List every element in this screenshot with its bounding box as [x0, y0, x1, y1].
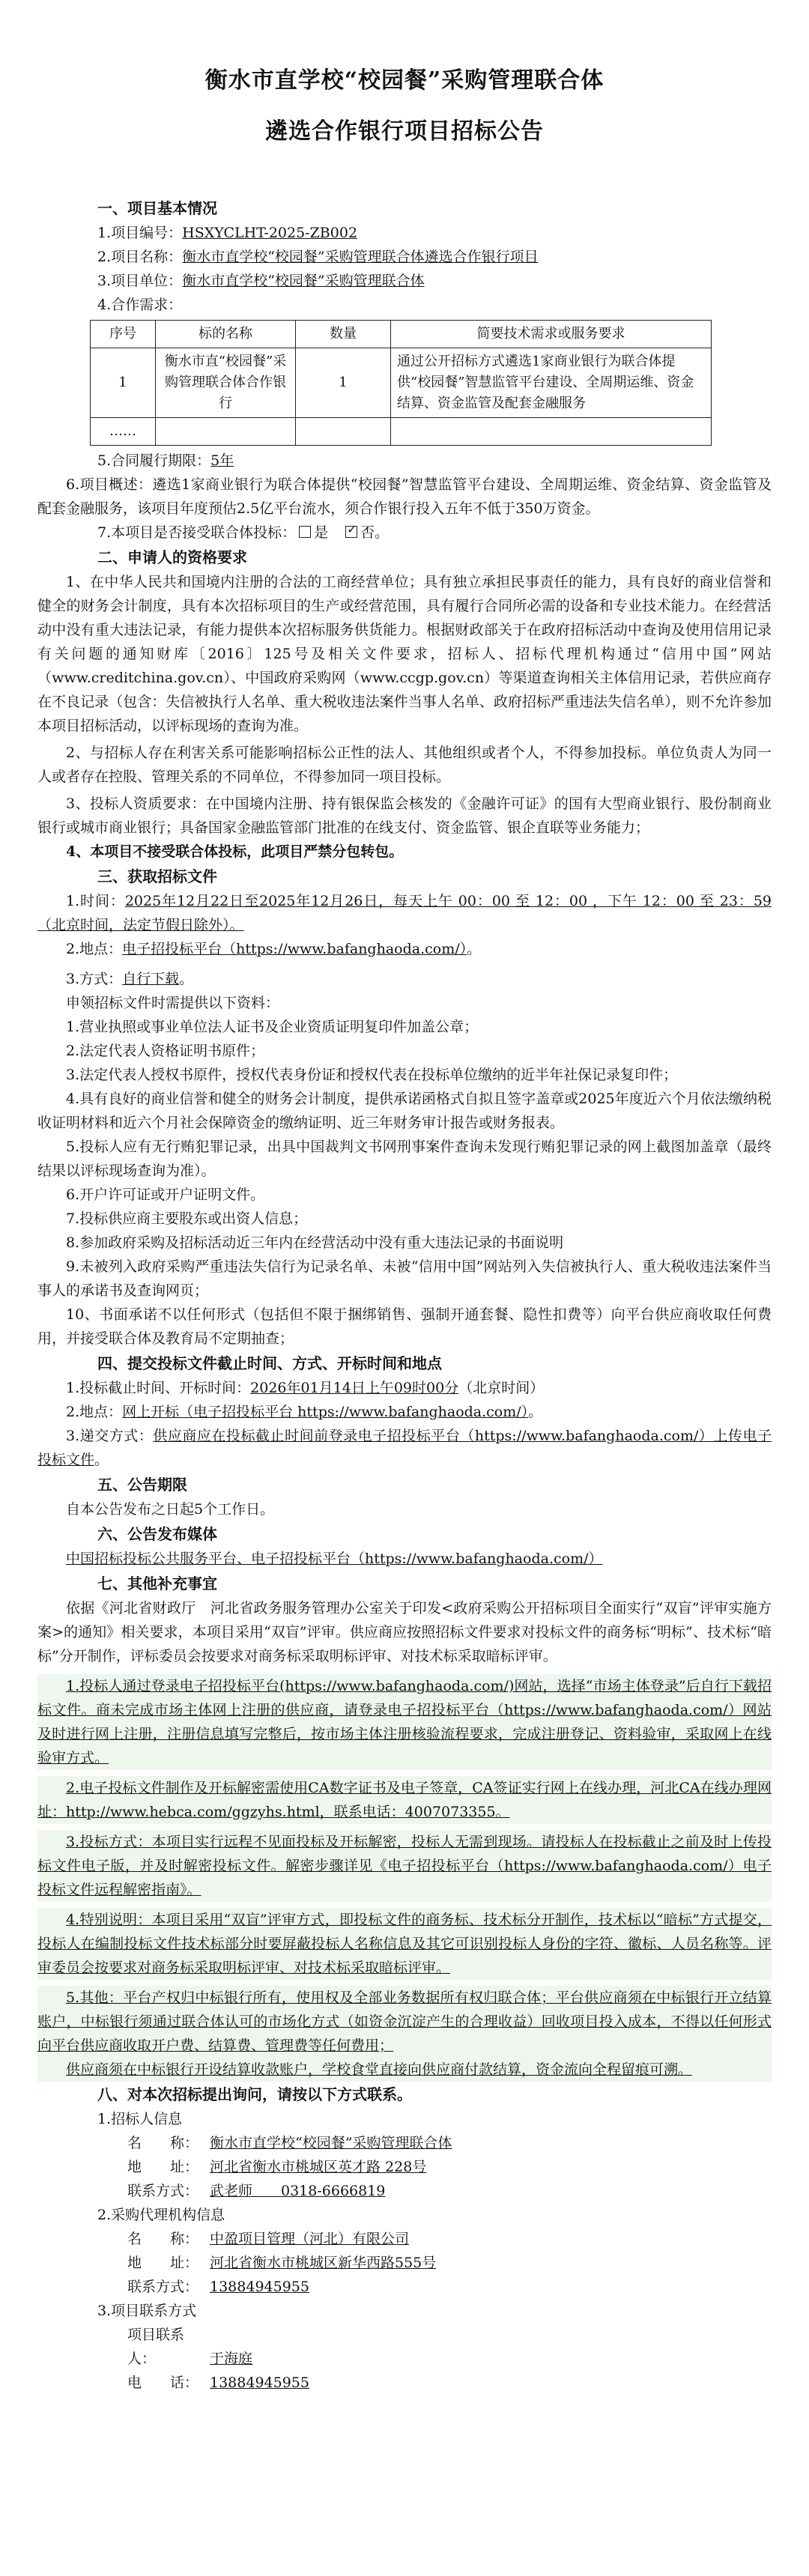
publication-media: 中国招标投标公共服务平台、电子招投标平台（https://www.bafanghaoda.com/）: [66, 1551, 603, 1567]
project-contact-person: 项目联系人： 于海庭: [127, 2327, 253, 2367]
table-header-row: 序号 标的名称 数量 简要技术需求或服务要求: [91, 321, 712, 348]
agency-name: 名 称： 中盈项目管理（河北）有限公司: [127, 2231, 410, 2247]
section-5-heading: 五、公告期限: [97, 1476, 187, 1494]
tenderer-name: 名 称： 衡水市直学校“校园餐”采购管理联合体: [127, 2135, 452, 2151]
submission-method: 3.递交方式：供应商应在投标截止时间前登录电子招投标平台（https://www.bafanghaoda.com/）上传电子投标文件。: [37, 1428, 772, 1468]
table-row: ……: [91, 418, 712, 446]
section-1-heading: 一、项目基本情况: [97, 199, 217, 217]
list-item: 3.法定代表人授权书原件，授权代表身份证和授权代表在投标单位缴纳的近半年社保记录复印件；: [66, 1067, 678, 1083]
list-item: 10、书面承诺不以任何形式（包括但不限于捆绑销售、强制开通套餐、隐性扣费等）向平台供应商收取任何费用，并接受联合体及教育局不定期抽查；: [37, 1306, 772, 1347]
section-4-heading: 四、提交投标文件截止时间、方式、开标时间和地点: [97, 1354, 442, 1372]
supplement-3: 3.投标方式：本项目实行远程不见面投标及开标解密，投标人无需到现场。请投标人在投标截止之前及时上传投标文件电子版，并及时解密投标文件。解密步骤详见《电子招投标平台（https://www.bafanghaoda.com/）电子投标文件远程解密指南》。: [37, 1830, 772, 1902]
supplement-2: 2.电子投标文件制作及开标解密需使用CA数字证书及电子签章，CA签证实行网上在线办理，河北CA在线办理网址：http://www.hebca.com/ggzyhs.html，联系电话：4007073355。: [37, 1776, 772, 1824]
qualification-1: 1、在中华人民共和国境内注册的合法的工商经营单位；具有独立承担民事责任的能力，具有良好的商业信誉和健全的财务会计制度，具有本次招标项目的生产或经营范围，具有履行合同所必需的设备和专业技术能力。在经营活动中没有重大违法记录，有能力提供本次招标服务供货能力。根据财政部关于在政府招标活动中查询及使用信用记录有关问题的通知财库〔2016〕125号及相关文件要求，招标人、招标代理机构通过“信用中国”网站（www.creditchina.gov.cn）、中国政府采购网（www.ccgp.gov.cn）等渠道查询相关主体信用记录，若供应商存在不良记录（包含：失信被执行人名单、重大税收违法案件当事人名单、政府招标严重违法失信名单），则不允许参加本项目招标活动，以评标现场的查询为准。: [37, 574, 772, 734]
agency-info-title: 2.采购代理机构信息: [97, 2207, 225, 2223]
agency-contact: 联系方式： 13884945955: [127, 2279, 309, 2295]
project-contact-phone: 电 话： 13884945955: [127, 2375, 309, 2391]
project-contact-title: 3.项目联系方式: [97, 2303, 197, 2319]
section-2-heading: 二、申请人的资格要求: [97, 548, 247, 566]
section-8-heading: 八、对本次招标提出询问，请按以下方式联系。: [97, 2085, 412, 2103]
acquisition-method: 3.方式：自行下载。: [66, 971, 194, 987]
qualification-4: 4、本项目不接受联合体投标，此项目严禁分包转包。: [66, 843, 404, 860]
list-item: 7.投标供应商主要股东或出资人信息；: [66, 1210, 308, 1227]
doc-title-line2: 遴选合作银行项目招标公告: [265, 118, 544, 145]
supplement-5: 5.其他：平台产权归中标银行所有，使用权及全部业务数据所有权归联合体；平台供应商须在中标银行开立结算账户，中标银行须通过联合体认可的市场化方式（如资金沉淀产生的合理收益）回收项目投入成本，不得以任何形式向平台供应商收取开户费、结算费、管理费等任何费用；: [37, 1986, 772, 2058]
cooperation-needs-label: 4.合作需求：: [97, 297, 183, 313]
section-6-heading: 六、公告发布媒体: [97, 1525, 217, 1543]
project-name: 2.项目名称：衡水市直学校“校园餐”采购管理联合体遴选合作银行项目: [97, 249, 539, 265]
list-item: 4.具有良好的商业信誉和健全的财务会计制度，提供承诺函格式自拟且签字盖章或2025年度近六个月依法缴纳税收证明材料和近六个月社会保障资金的缴纳证明、近三年财务审计报告或财务报表。: [37, 1091, 772, 1131]
project-unit: 3.项目单位：衡水市直学校“校园餐”采购管理联合体: [97, 273, 425, 289]
agency-address: 地 址： 河北省衡水市桃城区新华西路555号: [127, 2255, 437, 2271]
list-item: 8.参加政府采购及招标活动近三年内在经营活动中没有重大违法记录的书面说明: [66, 1234, 564, 1251]
notice-period: 自本公告发布之日起5个工作日。: [66, 1501, 275, 1518]
contract-term: 5.合同履行期限：5年: [97, 452, 234, 469]
consortium-option: 7.本项目是否接受联合体投标： 是 ✓ 否。: [37, 521, 772, 545]
section-3-heading: 三、获取招标文件: [97, 867, 217, 885]
acquisition-time: 1.时间：2025年12月22日至2025年12月26日，每天上午 00：00 至 12：00 ，下午 12：00 至 23：59 （北京时间，法定节假日除外）。: [37, 893, 772, 933]
supplement-6: 供应商须在中标银行开设结算收款账户，学校食堂直接向供应商付款结算，资金流向全程留痕可溯。: [37, 2058, 772, 2082]
bid-opening-place: 2.地点：网上开标（电子招投标平台 https://www.bafanghaoda.com/）。: [66, 1404, 543, 1420]
qualification-3: 3、投标人资质要求：在中国境内注册、持有银保监会核发的《金融许可证》的国有大型商业银行、股份制商业银行或城市商业银行；具备国家金融监管部门批准的在线支付、资金监管、银企直联等业务能力；: [37, 795, 772, 836]
double-blind-intro: 依据《河北省财政厅 河北省政务服务管理办公室关于印发<政府采购公开招标项目全面实行“双盲”评审实施方案>的通知》相关要求，本项目采用“双盲”评审。供应商应按照招标文件要求对投标文件的商务标“明标”、技术标“暗标”分开制作，评标委员会按要求对商务标采取明标评审、对技术标采取暗标评审。: [37, 1600, 772, 1664]
list-item: 2.法定代表人资格证明书原件；: [66, 1043, 265, 1059]
project-overview: 6.项目概述：遴选1家商业银行为联合体提供“校园餐”智慧监管平台建设、全周期运维、资金结算、资金监管及配套金融服务，该项目年度预估2.5亿平台流水，须合作银行投入五年不低于350万资金。: [37, 476, 772, 517]
tenderer-address: 地 址： 河北省衡水市桃城区英才路 228号: [127, 2159, 427, 2175]
table-row: 1 衡水市直“校园餐”采购管理联合体合作银行 1 通过公开招标方式遴选1家商业银行为联合体提供“校园餐”智慧监管平台建设、全周期运维、资金结算、资金监管及配套金融服务: [91, 348, 712, 418]
docs-intro: 申领招标文件时需提供以下资料：: [66, 995, 280, 1011]
section-7-heading: 七、其他补充事宜: [97, 1575, 217, 1592]
list-item: 5.投标人应有无行贿犯罪记录，出具中国裁判文书网刑事案件查询未发现行贿犯罪记录的网上截图加盖章（最终结果以评标现场查询为准）。: [37, 1139, 772, 1179]
announcement-document: [37, 0, 772, 2395]
supplement-4: 4.特别说明：本项目采用“双盲”评审方式，即投标文件的商务标、技术标分开制作，技术标以“暗标”方式提交，投标人在编制投标文件技术标部分时要屏蔽投标人名称信息及其它可识别投标人身份的字符、徽标、人员名称等。评审委员会按要求对商务标采取明标评审、对技术标采取暗标评审。: [37, 1908, 772, 1980]
doc-title-line1: 衡水市直学校“校园餐”采购管理联合体: [204, 67, 605, 94]
tenderer-info-title: 1.招标人信息: [97, 2111, 183, 2127]
requirements-table: [90, 320, 712, 446]
checkbox-yes: [299, 526, 311, 538]
list-item: 9.未被列入政府采购严重违法失信行为记录名单、未被“信用中国”网站列入失信被执行人、重大税收违法案件当事人的承诺书及查询网页；: [37, 1258, 772, 1299]
list-item: 1.营业执照或事业单位法人证书及企业资质证明复印件加盖公章；: [66, 1019, 479, 1035]
qualification-2: 2、与招标人存在利害关系可能影响招标公正性的法人、其他组织或者个人，不得参加投标。单位负责人为同一人或者存在控股、管理关系的不同单位，不得参加同一项目投标。: [37, 745, 772, 785]
tenderer-contact: 联系方式： 武老师 0318-6666819: [127, 2183, 386, 2199]
supplement-1: 1.投标人通过登录电子招投标平台(https://www.bafanghaoda.com/)网站，选择“市场主体登录”后自行下载招标文件。商未完成市场主体网上注册的供应商，请登录电子招投标平台（https://www.bafanghaoda.com/）网站及时进行网上注册，注册信息填写完整后，按市场主体注册核验流程要求，完成注册登记、资料验审，采取网上在线验审方式。: [37, 1674, 772, 1770]
list-item: 6.开户许可证或开户证明文件。: [66, 1187, 265, 1203]
bid-deadline: 1.投标截止时间、开标时间：2026年01月14日上午09时00分（北京时间）: [66, 1380, 545, 1396]
acquisition-place: 2.地点：电子招投标平台（https://www.bafanghaoda.com/）。: [66, 941, 482, 957]
checkbox-no-checked: [345, 526, 357, 538]
project-number: 1.项目编号：HSXYCLHT-2025-ZB002: [97, 225, 358, 241]
